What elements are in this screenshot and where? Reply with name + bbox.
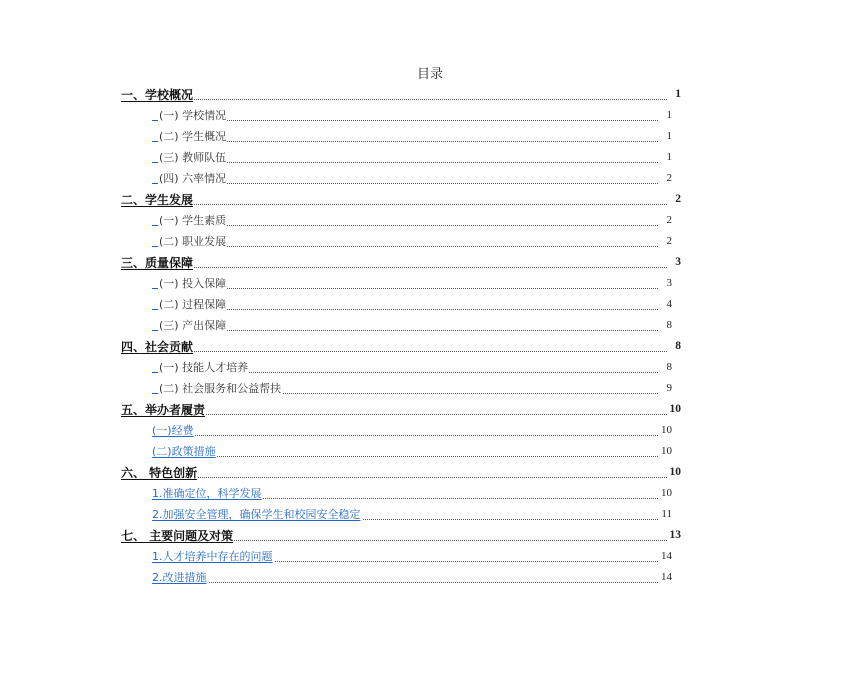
link-underline-mark [152, 213, 158, 226]
toc-section-entry[interactable] [0, 170, 860, 190]
toc-section-entry[interactable] [0, 128, 860, 148]
link-underline-mark [152, 360, 158, 373]
toc-entry-label [152, 569, 208, 585]
toc-section-entry[interactable] [0, 548, 860, 568]
toc-entry-text: (三) 产出保障 [159, 319, 227, 332]
toc-dot-leader [125, 267, 667, 268]
toc-entry-text: (一) 投入保障 [159, 277, 227, 290]
toc-entry-text: (一) 技能人才培养 [159, 361, 249, 374]
toc-entry-text: 六、 特色创新 [121, 466, 198, 480]
toc-entry-label [152, 149, 227, 165]
toc-entry-label [121, 191, 194, 208]
toc-section-entry[interactable] [0, 569, 860, 589]
toc-page-number: 8 [658, 319, 672, 331]
link-underline-mark [152, 297, 158, 310]
toc-page-number: 10 [658, 445, 672, 457]
toc-page-number: 1 [658, 130, 672, 142]
link-underline-mark [152, 234, 158, 247]
toc-section-entry[interactable] [0, 149, 860, 169]
toc-page-number: 10 [658, 424, 672, 436]
toc-section-entry[interactable] [0, 380, 860, 400]
toc-entry-text: 一、学校概况 [121, 88, 194, 102]
toc-dot-leader [156, 225, 658, 226]
toc-title: 目录 [416, 67, 443, 82]
toc-entry-text: (二) 学生概况 [159, 130, 227, 143]
toc-entry-label [152, 212, 227, 228]
toc-page-number: 1 [667, 88, 681, 100]
toc-chapter-entry[interactable] [0, 401, 860, 421]
link-underline-mark [152, 108, 158, 121]
toc-page-number: 3 [658, 277, 672, 289]
toc-dot-leader [125, 99, 667, 100]
toc-entry-label [152, 548, 274, 564]
toc-entry-label [152, 275, 227, 291]
toc-entry-label [121, 254, 194, 271]
toc-entry-text: 五、举办者履责 [121, 403, 206, 417]
toc-entry-text: 2.改进措施 [152, 571, 207, 584]
toc-section-entry[interactable] [0, 317, 860, 337]
toc-dot-leader [125, 414, 667, 415]
toc-page-number: 2 [658, 172, 672, 184]
toc-entry-text: 七、 主要问题及对策 [121, 529, 234, 543]
toc-entry-text: 四、社会贡献 [121, 340, 194, 354]
toc-chapter-entry[interactable] [0, 254, 860, 274]
toc-entry-label [152, 170, 227, 186]
toc-section-entry[interactable] [0, 506, 860, 526]
toc-entry-text: 2.加强安全管理，确保学生和校园安全稳定 [152, 508, 361, 521]
link-underline-mark [152, 318, 158, 331]
toc-chapter-entry[interactable] [0, 338, 860, 358]
toc-dot-leader [156, 309, 658, 310]
toc-section-entry[interactable] [0, 296, 860, 316]
toc-entry-text: 二、学生发展 [121, 193, 194, 207]
toc-entry-label [121, 401, 206, 418]
toc-dot-leader [156, 141, 658, 142]
link-underline-mark [152, 150, 158, 163]
toc-entry-label [152, 443, 217, 459]
toc-page-number: 13 [667, 529, 681, 541]
toc-entry-label [121, 86, 194, 103]
toc-entry-text: (二) 过程保障 [159, 298, 227, 311]
toc-dot-leader [156, 183, 658, 184]
toc-entry-label [152, 380, 282, 396]
toc-section-entry[interactable] [0, 485, 860, 505]
toc-dot-leader [125, 477, 667, 478]
toc-entry-label [152, 359, 249, 375]
toc-entry-text: (二)政策措施 [152, 445, 216, 458]
toc-entry-label [152, 233, 227, 249]
toc-entry-label [152, 317, 227, 333]
toc-entry-label [152, 296, 227, 312]
toc-dot-leader [125, 351, 667, 352]
toc-chapter-entry[interactable] [0, 527, 860, 547]
toc-entry-label [152, 422, 195, 438]
toc-page-number: 2 [658, 235, 672, 247]
toc-section-entry[interactable] [0, 275, 860, 295]
toc-page-number: 2 [667, 193, 681, 205]
toc-entry-label [152, 485, 263, 501]
toc-page-number: 10 [667, 466, 681, 478]
link-underline-mark [152, 171, 158, 184]
toc-entry-text: (一)经费 [152, 424, 194, 437]
toc-page-number: 4 [658, 298, 672, 310]
toc-page-number: 8 [658, 361, 672, 373]
toc-dot-leader [156, 288, 658, 289]
toc-page-number: 1 [658, 151, 672, 163]
toc-entry-text: 1.人才培养中存在的问题 [152, 550, 273, 563]
toc-entry-label [121, 527, 234, 544]
toc-entry-label [152, 128, 227, 144]
toc-page-number: 9 [658, 382, 672, 394]
toc-entry-text: (四) 六率情况 [159, 172, 227, 185]
toc-chapter-entry[interactable] [0, 464, 860, 484]
toc-page-number: 3 [667, 256, 681, 268]
toc-dot-leader [156, 120, 658, 121]
toc-page-number: 2 [658, 214, 672, 226]
toc-page-number: 1 [658, 109, 672, 121]
link-underline-mark [152, 381, 158, 394]
toc-dot-leader [156, 582, 658, 583]
toc-section-entry[interactable] [0, 443, 860, 463]
toc-dot-leader [156, 330, 658, 331]
toc-page-number: 14 [658, 571, 672, 583]
toc-entry-label [121, 338, 194, 355]
toc-section-entry[interactable] [0, 233, 860, 253]
toc-page-number: 8 [667, 340, 681, 352]
toc-page-number: 14 [658, 550, 672, 562]
link-underline-mark [152, 129, 158, 142]
toc-dot-leader [156, 246, 658, 247]
toc-dot-leader [156, 435, 658, 436]
toc-entry-text: 1.准确定位，科学发展 [152, 487, 262, 500]
toc-dot-leader [125, 204, 667, 205]
toc-section-entry[interactable] [0, 107, 860, 127]
toc-section-entry[interactable] [0, 359, 860, 379]
toc-entry-text: (二) 社会服务和公益帮扶 [159, 382, 282, 395]
toc-chapter-entry[interactable] [0, 191, 860, 211]
toc-entry-label [152, 107, 227, 123]
toc-section-entry[interactable] [0, 212, 860, 232]
toc-entry-label [152, 506, 362, 522]
toc-page-number: 10 [658, 487, 672, 499]
toc-page-number: 10 [667, 403, 681, 415]
toc-entry-text: (三) 教师队伍 [159, 151, 227, 164]
toc-chapter-entry[interactable] [0, 86, 860, 106]
toc-dot-leader [156, 456, 658, 457]
toc-entry-text: (二) 职业发展 [159, 235, 227, 248]
toc-entry-text: (一) 学校情况 [159, 109, 227, 122]
toc-dot-leader [156, 162, 658, 163]
toc-entry-text: 三、质量保障 [121, 256, 194, 270]
toc-section-entry[interactable] [0, 422, 860, 442]
toc-page-number: 11 [658, 508, 672, 520]
toc-entry-label [121, 464, 198, 481]
toc-entry-text: (一) 学生素质 [159, 214, 227, 227]
link-underline-mark [152, 276, 158, 289]
